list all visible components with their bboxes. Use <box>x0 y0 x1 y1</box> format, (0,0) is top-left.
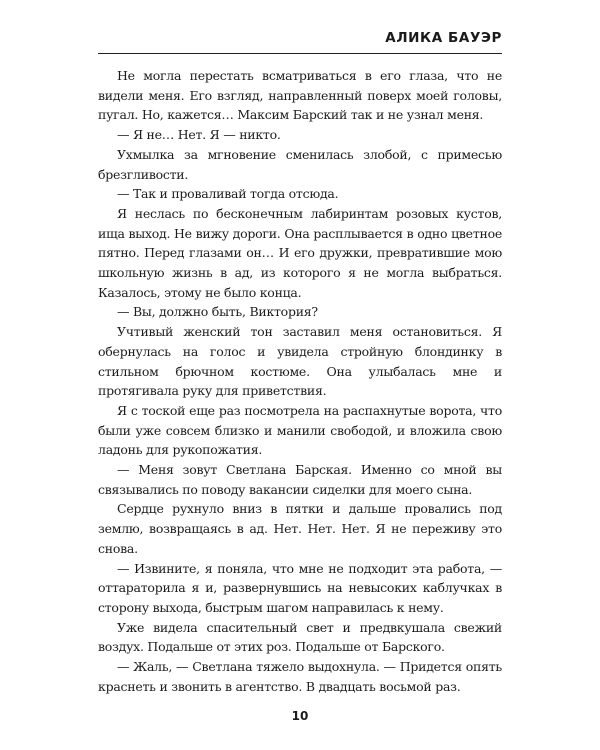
paragraph: — Так и проваливай тогда отсюда. <box>117 186 339 202</box>
paragraph: Ухмылка за мгновение сменилась злобой, с примесью брезгливости. <box>98 146 502 182</box>
paragraph: — Вы, должно быть, Виктория? <box>117 304 318 320</box>
paragraph: — Жаль, — Светлана тяжело выдохнула. — Придется опять краснеть и звонить в агентство. В двадцать восьмой раз. <box>98 659 502 694</box>
paragraph: Учтивый женский тон заставил меня остановиться. Я обернулась на голос и увидела стройную блондинку в стильном брючном костюме. Она улыбалась мне и протягивала руку для приветствия. <box>98 324 502 399</box>
page-number: 10 <box>291 709 309 723</box>
paragraph: Сердце рухнуло вниз в пятки и дальше провались под землю, возвращаясь в ад. Нет. Нет. Нет. Я не переживу это снова. <box>98 501 502 556</box>
running-head-author: АЛИКА БАУЭР <box>385 30 502 46</box>
paragraph: Я с тоской еще раз посмотрела на распахнутые ворота, что были уже совсем близко и манили свободой, и вложила свою ладонь для рукопожатия. <box>98 402 502 458</box>
paragraph: — Извините, я поняла, что мне не подходит эта работа, — оттараторила я и, развернувшись на невысоких каблучках в сторону выхода, быстрым шагом направилась к нему. <box>98 560 502 615</box>
header-rule <box>98 53 502 54</box>
paragraph: Не могла перестать всматриваться в его глаза, что не видели меня. Его взгляд, направленный поверх моей головы, пугал. Но, кажется… Максим Барский так и не узнал меня. <box>98 68 502 123</box>
body-text <box>98 66 502 697</box>
paragraph: — Я не… Нет. Я — никто. <box>117 127 281 143</box>
paragraph: — Меня зовут Светлана Барская. Именно со мной вы связывались по поводу вакансии сиделки для моего сына. <box>98 462 502 497</box>
paragraph: Уже видела спасительный свет и предвкушала свежий воздух. Подальше от этих роз. Подальше от Барского. <box>98 619 502 655</box>
paragraph: Я неслась по бесконечным лабиринтам розовых кустов, ища выход. Не вижу дороги. Она расплывается в одно цветное пятно. Перед глазами он… И его дружки, превратившие мою школьную жизнь в ад, из которого я не могла выбраться. Казалось, этому не было конца. <box>98 205 502 300</box>
